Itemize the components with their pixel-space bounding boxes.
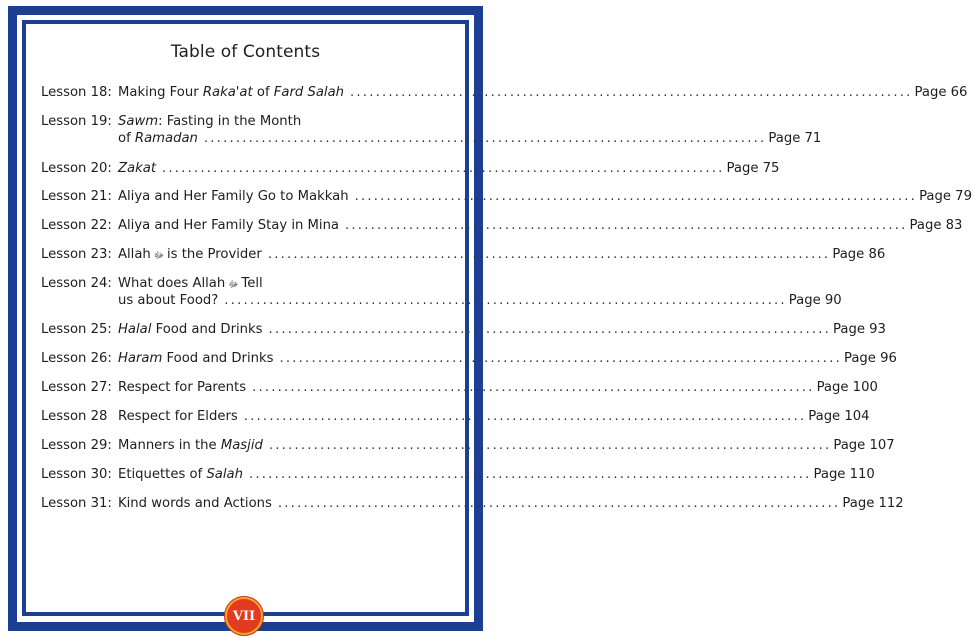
page-number-badge — [225, 597, 263, 635]
entry-title: Aliya and Her Family Stay in Mina — [118, 218, 340, 233]
entry-title: What does Allah ﷻ Tell — [118, 276, 263, 291]
lesson-label: Lesson 27: — [41, 380, 112, 395]
entry-title: Halal Food and Drinks — [118, 322, 263, 337]
dot-leader: ........................................................................................ — [268, 438, 832, 453]
dot-leader: ........................................................................................ — [162, 161, 725, 176]
dot-leader: ........................................................................................ — [203, 131, 767, 146]
page-ref: Page 112 — [842, 496, 904, 511]
dot-leader: ........................................................................................ — [279, 351, 842, 366]
dot-leader: ........................................................................................ — [267, 247, 831, 262]
page-ref: Page 90 — [788, 293, 842, 308]
page-ref: Page 83 — [909, 218, 963, 233]
entry-title: Manners in the Masjid — [118, 438, 263, 453]
entry-title: Respect for Elders — [118, 409, 238, 424]
page-ref: Page 104 — [808, 409, 870, 424]
entry-title: Making Four Raka'at of Fard Salah — [118, 85, 345, 100]
page-number: VII — [232, 608, 256, 624]
page-ref: Page 110 — [813, 467, 875, 482]
honorific-glyph: ﷻ — [228, 280, 239, 290]
dot-leader: ........................................................................................ — [249, 467, 812, 482]
honorific-glyph: ﷻ — [153, 251, 164, 261]
entry-title: Respect for Parents — [118, 380, 247, 395]
lesson-label: Lesson 26: — [41, 351, 112, 366]
lesson-label: Lesson 31: — [41, 496, 112, 511]
entry-title: Haram Food and Drinks — [118, 351, 274, 366]
lesson-label: Lesson 18: — [41, 85, 112, 100]
lesson-label: Lesson 19: — [41, 114, 112, 129]
page-ref: Page 93 — [833, 322, 886, 337]
entry-title-continued: us about Food? — [118, 293, 219, 308]
page-ref: Page 79 — [919, 189, 972, 204]
page-ref: Page 107 — [833, 438, 895, 453]
dot-leader: ........................................................................................ — [277, 496, 841, 511]
lesson-label: Lesson 20: — [41, 161, 112, 176]
dot-leader: ........................................................................................ — [268, 322, 832, 337]
page-title: Table of Contents — [170, 42, 321, 62]
dot-leader: ........................................................................................ — [345, 218, 908, 233]
entry-title: Zakat — [118, 161, 157, 176]
lesson-label: Lesson 29: — [41, 438, 112, 453]
page-ref: Page 100 — [816, 380, 878, 395]
lesson-label: Lesson 24: — [41, 276, 112, 291]
lesson-label: Lesson 23: — [41, 247, 112, 262]
page-area — [26, 24, 465, 612]
dot-leader: ........................................................................................ — [243, 409, 807, 424]
page-ref: Page 75 — [726, 161, 780, 176]
lesson-label: Lesson 28 — [41, 409, 108, 424]
dot-leader: ........................................................................................ — [350, 85, 913, 100]
page-ref: Page 66 — [914, 85, 968, 100]
entry-title: Allah ﷻ is the Provider — [118, 247, 262, 262]
lesson-label: Lesson 21: — [41, 189, 112, 204]
lesson-label: Lesson 25: — [41, 322, 112, 337]
entry-title: Kind words and Actions — [118, 496, 272, 511]
entry-title-continued: of Ramadan — [118, 131, 198, 146]
page-ref: Page 71 — [768, 131, 822, 146]
entry-title: Etiquettes of Salah — [118, 467, 243, 482]
page-ref: Page 96 — [843, 351, 897, 366]
entry-title: Sawm: Fasting in the Month — [118, 114, 302, 129]
page-ref: Page 86 — [832, 247, 886, 262]
entry-title: Aliya and Her Family Go to Makkah — [118, 189, 349, 204]
dot-leader: ........................................................................................ — [354, 189, 918, 204]
dot-leader: ........................................................................................ — [224, 293, 787, 308]
dot-leader: ........................................................................................ — [252, 380, 815, 395]
lesson-label: Lesson 22: — [41, 218, 112, 233]
lesson-label: Lesson 30: — [41, 467, 112, 482]
